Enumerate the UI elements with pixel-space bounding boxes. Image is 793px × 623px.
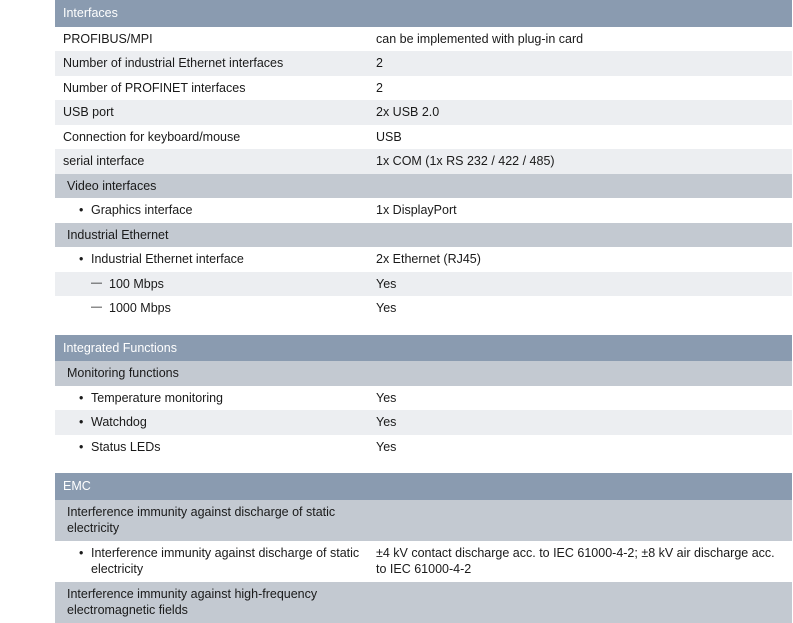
table-row [55, 125, 792, 150]
spec-value: ±4 kV contact discharge acc. to IEC 61000-4-2; ±8 kV air discharge acc. to IEC 61000-4-2 [368, 541, 792, 582]
spec-value: 2x USB 2.0 [368, 100, 792, 125]
spec-value: Yes [368, 410, 792, 435]
spec-value [368, 582, 792, 623]
block-gap [0, 459, 793, 473]
spec-label: serial interface [55, 149, 368, 174]
section-header-spacer [368, 335, 792, 362]
spec-label [55, 410, 368, 435]
dash-label: — 1000 Mbps [63, 300, 360, 317]
spec-label [55, 541, 368, 582]
sub-header-row [55, 582, 792, 623]
spec-value: 2x Ethernet (RJ45) [368, 247, 792, 272]
spec-value: Yes [368, 386, 792, 411]
spec-table-emc [55, 473, 792, 623]
dash-label: — 100 Mbps [63, 276, 360, 293]
spec-label: Number of PROFINET interfaces [55, 76, 368, 101]
table-row [55, 386, 792, 411]
sub-header-row [55, 174, 792, 199]
spec-label: Connection for keyboard/mouse [55, 125, 368, 150]
sub-header-row [55, 361, 792, 386]
spec-value: Yes [368, 296, 792, 321]
bullet-label: • Watchdog [63, 414, 360, 431]
table-row [55, 296, 792, 321]
bullet-label: • Status LEDs [63, 439, 360, 456]
table-row [55, 435, 792, 460]
bullet-label: • Graphics interface [63, 202, 360, 219]
section-header-spacer [368, 0, 792, 27]
spec-label: USB port [55, 100, 368, 125]
sub-header-label: Interference immunity against high-frequency electromagnetic fields [55, 582, 368, 623]
section-header-title: Integrated Functions [55, 335, 368, 362]
spec-table-interfaces [55, 0, 792, 321]
bullet-label: • Temperature monitoring [63, 390, 360, 407]
spec-label [55, 198, 368, 223]
spec-value: Yes [368, 272, 792, 297]
section-header-row [55, 473, 792, 500]
spec-value: 1x DisplayPort [368, 198, 792, 223]
spec-table-integrated-functions [55, 335, 792, 460]
section-header-spacer [368, 473, 792, 500]
sub-header-label: Industrial Ethernet [55, 223, 368, 248]
spec-value [368, 223, 792, 248]
sub-header-label: Video interfaces [55, 174, 368, 199]
spec-value: 2 [368, 76, 792, 101]
spec-label: Number of industrial Ethernet interfaces [55, 51, 368, 76]
sub-header-label: Monitoring functions [55, 361, 368, 386]
spec-label [55, 272, 368, 297]
table-row [55, 27, 792, 52]
table-row [55, 272, 792, 297]
sub-header-row [55, 223, 792, 248]
spec-value: can be implemented with plug-in card [368, 27, 792, 52]
section-header-title: Interfaces [55, 0, 368, 27]
table-row [55, 51, 792, 76]
table-row [55, 247, 792, 272]
spec-value: 1x COM (1x RS 232 / 422 / 485) [368, 149, 792, 174]
sub-header-label: Interference immunity against discharge of static electricity [55, 500, 368, 541]
spec-value: 2 [368, 51, 792, 76]
table-row [55, 541, 792, 582]
table-row [55, 198, 792, 223]
spec-label [55, 386, 368, 411]
spec-label [55, 247, 368, 272]
table-row [55, 410, 792, 435]
spec-value: Yes [368, 435, 792, 460]
spec-value: USB [368, 125, 792, 150]
spec-value [368, 361, 792, 386]
section-header-row [55, 335, 792, 362]
spec-value [368, 500, 792, 541]
sub-header-row [55, 500, 792, 541]
table-row [55, 149, 792, 174]
spec-label [55, 296, 368, 321]
spec-label: PROFIBUS/MPI [55, 27, 368, 52]
spec-value [368, 174, 792, 199]
table-row [55, 76, 792, 101]
bullet-label: • Interference immunity against discharge of static electricity [63, 545, 360, 578]
section-header-title: EMC [55, 473, 368, 500]
block-gap [0, 321, 793, 335]
bullet-label: • Industrial Ethernet interface [63, 251, 360, 268]
table-row [55, 100, 792, 125]
section-header-row [55, 0, 792, 27]
spec-label [55, 435, 368, 460]
